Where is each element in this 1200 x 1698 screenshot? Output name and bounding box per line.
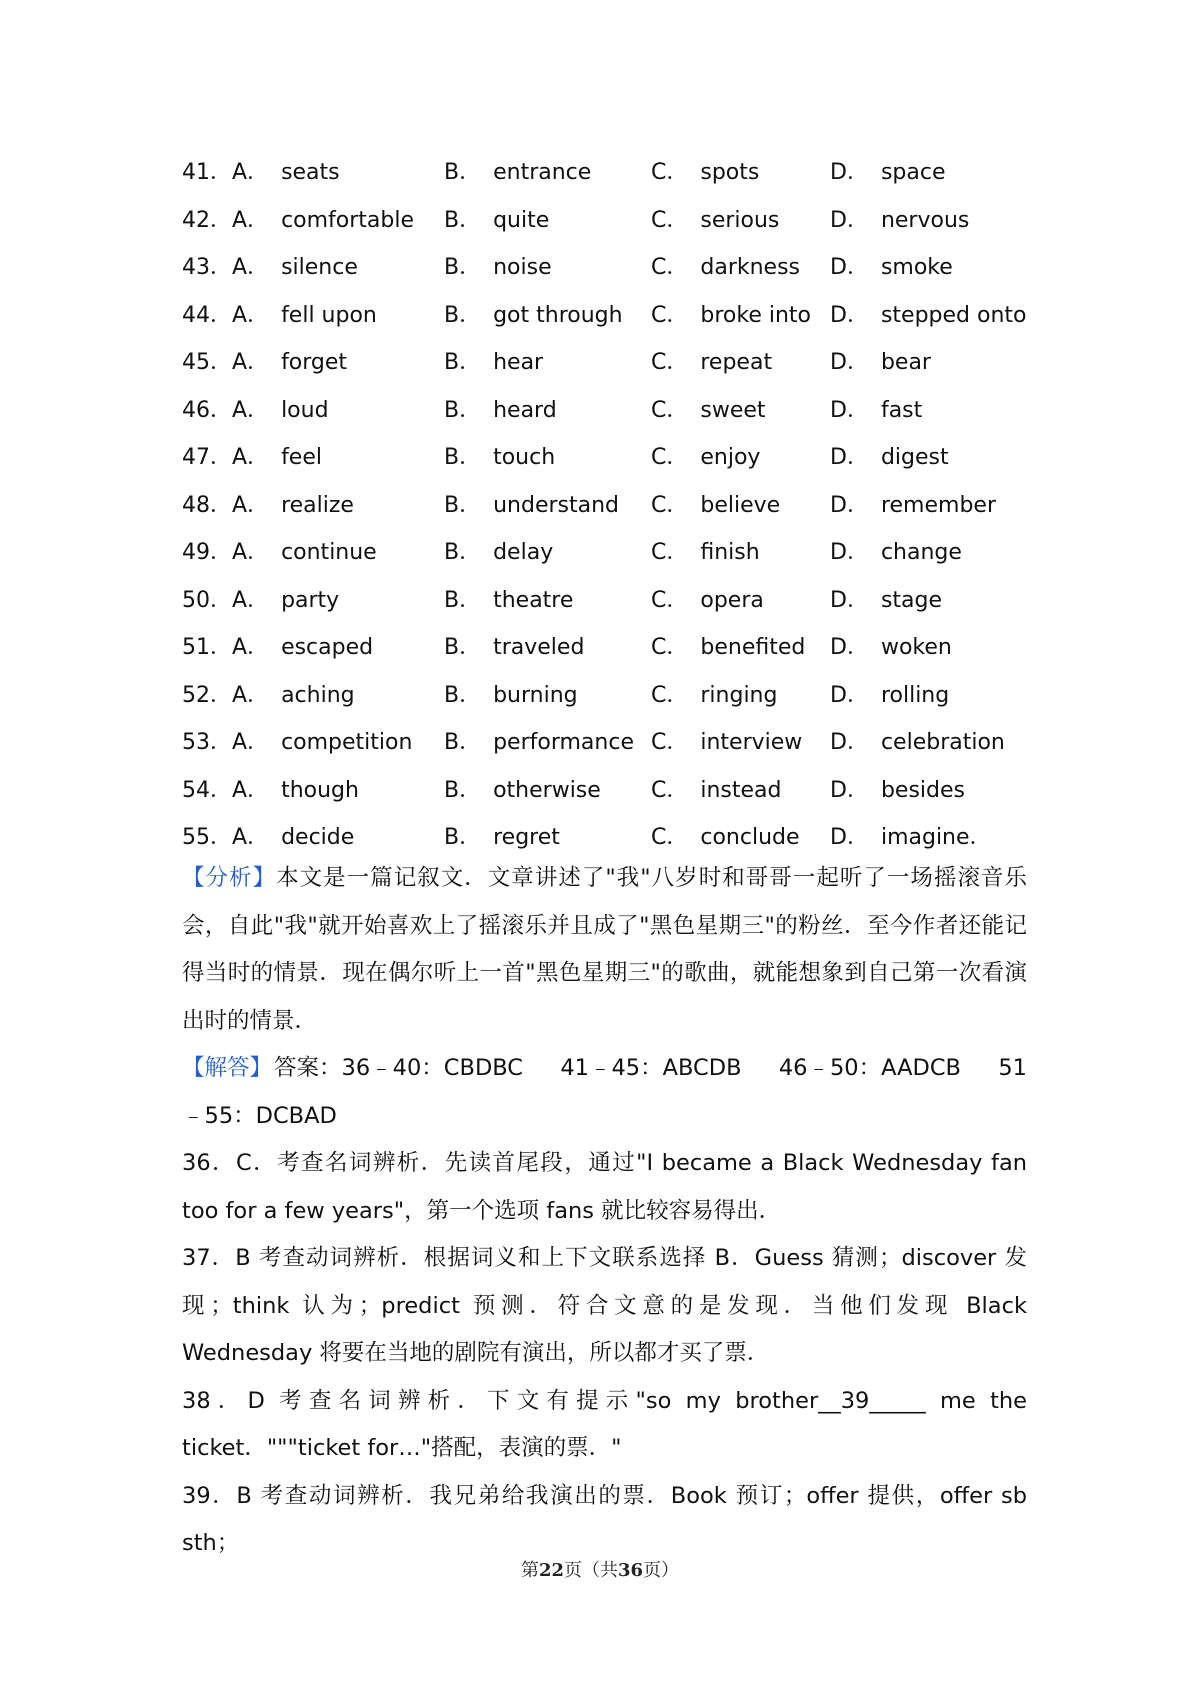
question-number: 47． — [182, 445, 232, 470]
option-letter: C． — [651, 350, 689, 375]
option-letter: B． — [444, 777, 482, 803]
option-text: aching — [281, 682, 355, 708]
option-letter: D． — [830, 397, 869, 423]
option-letter: A． — [232, 635, 270, 660]
option-text: performance — [493, 730, 634, 755]
option-text: celebration — [880, 730, 1005, 755]
page-footer: 第22页（共36页） — [520, 1560, 680, 1581]
question-number: 45． — [182, 350, 232, 375]
option-b — [444, 577, 573, 625]
option-text: repeat — [700, 350, 773, 375]
option-a — [232, 624, 373, 672]
option-d — [830, 529, 962, 577]
option-letter: B． — [444, 255, 482, 280]
option-text: opera — [700, 587, 764, 613]
option-letter: A． — [232, 255, 270, 280]
option-b — [444, 529, 553, 577]
option-b — [444, 672, 578, 720]
option-text: space — [880, 160, 946, 185]
option-c — [651, 482, 780, 530]
option-row — [182, 197, 1042, 245]
option-c — [651, 672, 777, 720]
option-text: enjoy — [700, 445, 761, 470]
answer-label: 答案： — [274, 1055, 342, 1081]
option-row — [182, 244, 1042, 292]
option-b — [444, 482, 619, 530]
option-row — [182, 672, 1042, 720]
option-b — [444, 719, 634, 767]
option-text: competition — [281, 730, 413, 755]
option-row — [182, 767, 1042, 815]
option-letter: D． — [830, 825, 869, 850]
option-letter: B． — [444, 635, 482, 660]
option-a — [232, 672, 355, 720]
option-text: serious — [700, 207, 780, 233]
question-number: 48． — [182, 492, 232, 518]
option-text: understand — [493, 492, 620, 518]
note-paragraph: 37．B 考查动词辨析．根据词义和上下文联系选择 B．Guess 猜测；discover 发现；think 认为；predict 预测．符合文意的是发现．当他们发现 Black Wednesday 将要在当地的剧院有演出，所以都才买了票． — [182, 1245, 1027, 1366]
option-text: ringing — [700, 682, 778, 708]
option-text: silence — [281, 255, 358, 280]
option-text: fell upon — [281, 302, 377, 328]
option-a — [232, 387, 329, 435]
option-text: besides — [880, 777, 965, 803]
answer-tag: 【解答】 — [182, 1055, 273, 1081]
option-c — [651, 197, 779, 245]
option-a — [232, 577, 339, 625]
option-letter: C． — [651, 255, 689, 280]
note-paragraph: 36．C．考查名词辨析．先读首尾段，通过"I became a Black Wednesday fan too for a few years"，第一个选项 fans 就比较容易得出． — [182, 1150, 1027, 1224]
option-text: delay — [493, 540, 554, 565]
option-text: burning — [493, 682, 578, 708]
answer-continuation: ﹣55：DCBAD — [182, 1102, 337, 1129]
options-table — [182, 149, 1042, 862]
option-text: though — [281, 777, 359, 803]
option-c — [651, 387, 766, 435]
option-c — [651, 244, 800, 292]
option-text: instead — [700, 777, 782, 803]
option-text: entrance — [493, 160, 592, 185]
option-letter: B． — [444, 730, 482, 755]
question-number: 44． — [182, 302, 232, 328]
option-b — [444, 339, 543, 387]
option-letter: A． — [232, 207, 270, 233]
answer-group: 41﹣45：ABCDB — [560, 1055, 742, 1081]
option-text: touch — [493, 445, 556, 470]
option-text: remember — [880, 492, 996, 518]
option-letter: C． — [651, 730, 689, 755]
option-letter: C． — [651, 777, 689, 803]
option-text: party — [281, 587, 340, 613]
answer-line — [182, 1045, 1027, 1093]
option-letter: A． — [232, 730, 270, 755]
option-text: sweet — [700, 397, 766, 423]
option-c — [651, 719, 802, 767]
option-row — [182, 292, 1042, 340]
option-text: rolling — [880, 682, 950, 708]
option-letter: A． — [232, 682, 270, 708]
option-row — [182, 529, 1042, 577]
answer-group: 46﹣50：AADCB — [778, 1055, 961, 1081]
option-row — [182, 434, 1042, 482]
option-text: imagine． — [880, 825, 992, 850]
option-letter: A． — [232, 492, 270, 518]
option-a — [232, 434, 322, 482]
option-text: decide — [281, 825, 355, 850]
option-letter: A． — [232, 397, 270, 423]
question-number: 49． — [182, 540, 232, 565]
option-d — [830, 149, 946, 197]
option-letter: C． — [651, 635, 689, 660]
option-a — [232, 767, 359, 815]
option-text: theatre — [493, 587, 574, 613]
option-text: bear — [880, 350, 931, 375]
note-paragraph: 39．B 考查动词辨析．我兄弟给我演出的票．Book 预订；offer 提供，offer sb sth； — [182, 1482, 1027, 1556]
option-letter: D． — [830, 540, 869, 565]
question-number: 46． — [182, 397, 232, 423]
analysis-paragraph — [182, 855, 1027, 1045]
option-d — [830, 719, 1005, 767]
option-letter: C． — [651, 397, 689, 423]
option-letter: C． — [651, 207, 689, 233]
option-letter: A． — [232, 350, 270, 375]
option-letter: D． — [830, 350, 869, 375]
option-d — [830, 577, 942, 625]
option-letter: B． — [444, 302, 482, 328]
option-text: broke into — [700, 302, 811, 328]
option-d — [830, 197, 969, 245]
option-text: smoke — [880, 255, 953, 280]
option-letter: A． — [232, 302, 270, 328]
option-letter: A． — [232, 445, 270, 470]
question-number: 50． — [182, 587, 232, 613]
option-letter: D． — [830, 160, 869, 185]
option-letter: C． — [651, 825, 689, 850]
option-d — [830, 624, 952, 672]
option-text: digest — [880, 445, 949, 470]
option-letter: B． — [444, 587, 482, 613]
option-letter: D． — [830, 635, 869, 660]
option-letter: D． — [830, 492, 869, 518]
option-b — [444, 387, 557, 435]
option-letter: B． — [444, 397, 482, 423]
option-text: hear — [493, 350, 544, 375]
question-number: 54． — [182, 777, 232, 803]
option-text: continue — [281, 540, 377, 565]
option-text: finish — [700, 540, 760, 565]
option-b — [444, 197, 549, 245]
option-text: got through — [493, 302, 623, 328]
option-row — [182, 482, 1042, 530]
option-c — [651, 767, 782, 815]
option-c — [651, 577, 764, 625]
option-c — [651, 149, 759, 197]
question-number: 55． — [182, 825, 232, 850]
option-text: regret — [493, 825, 560, 850]
option-letter: D． — [830, 445, 869, 470]
option-letter: B． — [444, 540, 482, 565]
question-number: 51． — [182, 635, 232, 660]
option-text: seats — [281, 160, 340, 185]
page-total: 36 — [618, 1560, 644, 1581]
option-text: darkness — [700, 255, 801, 280]
option-letter: C． — [651, 445, 689, 470]
option-c — [651, 624, 805, 672]
analysis-text: 本文是一篇记叙文．文章讲述了"我"八岁时和哥哥一起听了一场摇滚音乐会，自此"我"就开始喜欢上了摇滚乐并且成了"黑色星期三"的粉丝．至今作者还能记得当时的情景．现在偶尔听上一首"黑色星期三"的歌曲，就能想象到自己第一次看演出时的情景． — [182, 865, 1027, 1034]
option-d — [830, 767, 965, 815]
option-letter: A． — [232, 825, 270, 850]
answer-group: 36﹣40：CBDBC — [341, 1055, 524, 1081]
page-number: 22 — [538, 1560, 564, 1581]
option-a — [232, 292, 377, 340]
option-letter: B． — [444, 207, 482, 233]
option-a — [232, 339, 347, 387]
option-d — [830, 292, 1027, 340]
option-b — [444, 434, 555, 482]
option-d — [830, 244, 953, 292]
option-letter: B． — [444, 350, 482, 375]
option-d — [830, 339, 931, 387]
option-b — [444, 244, 552, 292]
option-letter: B． — [444, 682, 482, 708]
option-letter: A． — [232, 587, 270, 613]
option-letter: D． — [830, 207, 869, 233]
option-text: fast — [880, 397, 923, 423]
option-letter: A． — [232, 540, 270, 565]
option-letter: C． — [651, 492, 689, 518]
analysis-tag: 【分析】 — [182, 865, 277, 891]
option-letter: D． — [830, 255, 869, 280]
option-d — [830, 482, 996, 530]
option-text: noise — [493, 255, 552, 280]
option-letter: C． — [651, 682, 689, 708]
option-letter: A． — [232, 777, 270, 803]
option-letter: C． — [651, 302, 689, 328]
option-letter: C． — [651, 587, 689, 613]
option-text: traveled — [493, 635, 585, 660]
option-text: change — [880, 540, 962, 565]
option-letter: B． — [444, 492, 482, 518]
explanation-section — [182, 855, 1027, 1568]
option-row — [182, 339, 1042, 387]
option-a — [232, 482, 354, 530]
option-c — [651, 529, 760, 577]
option-text: interview — [700, 730, 803, 755]
question-number: 41． — [182, 160, 232, 185]
option-a — [232, 197, 414, 245]
option-text: comfortable — [281, 207, 415, 233]
option-text: conclude — [700, 825, 800, 850]
option-row — [182, 387, 1042, 435]
option-letter: D． — [830, 587, 869, 613]
option-text: nervous — [880, 207, 970, 233]
option-b — [444, 292, 623, 340]
option-letter: A． — [232, 160, 270, 185]
question-number: 43． — [182, 255, 232, 280]
option-text: forget — [281, 350, 348, 375]
option-text: loud — [281, 397, 329, 423]
option-letter: B． — [444, 445, 482, 470]
option-letter: D． — [830, 302, 869, 328]
option-letter: D． — [830, 730, 869, 755]
option-d — [830, 387, 922, 435]
option-letter: D． — [830, 682, 869, 708]
option-b — [444, 767, 601, 815]
option-b — [444, 624, 584, 672]
option-text: escaped — [281, 635, 374, 660]
option-a — [232, 244, 358, 292]
option-a — [232, 719, 412, 767]
option-text: spots — [700, 160, 760, 185]
option-a — [232, 149, 340, 197]
option-text: feel — [281, 445, 322, 470]
question-number: 52． — [182, 682, 232, 708]
option-letter: C． — [651, 160, 689, 185]
option-row — [182, 149, 1042, 197]
option-row — [182, 577, 1042, 625]
answer-group: 51 — [998, 1055, 1027, 1081]
question-number: 42． — [182, 207, 232, 233]
option-text: stage — [880, 587, 943, 613]
option-letter: D． — [830, 777, 869, 803]
option-text: stepped onto — [880, 302, 1027, 328]
option-b — [444, 149, 591, 197]
note-paragraph: 38．D 考查名词辨析．下文有提示"so my brother__39_____ me the ticket．"""ticket for…"搭配，表演的票．" — [182, 1387, 1027, 1461]
option-letter: B． — [444, 825, 482, 850]
question-number: 53． — [182, 730, 232, 755]
option-a — [232, 529, 377, 577]
option-c — [651, 434, 760, 482]
option-text: quite — [493, 207, 550, 233]
option-row — [182, 624, 1042, 672]
option-row — [182, 719, 1042, 767]
option-c — [651, 292, 811, 340]
option-d — [830, 672, 949, 720]
option-text: woken — [880, 635, 952, 660]
option-letter: B． — [444, 160, 482, 185]
option-text: realize — [281, 492, 354, 518]
option-text: benefited — [700, 635, 806, 660]
option-letter: C． — [651, 540, 689, 565]
option-d — [830, 434, 949, 482]
option-c — [651, 339, 772, 387]
option-text: heard — [493, 397, 557, 423]
option-text: otherwise — [493, 777, 601, 803]
option-text: believe — [700, 492, 781, 518]
